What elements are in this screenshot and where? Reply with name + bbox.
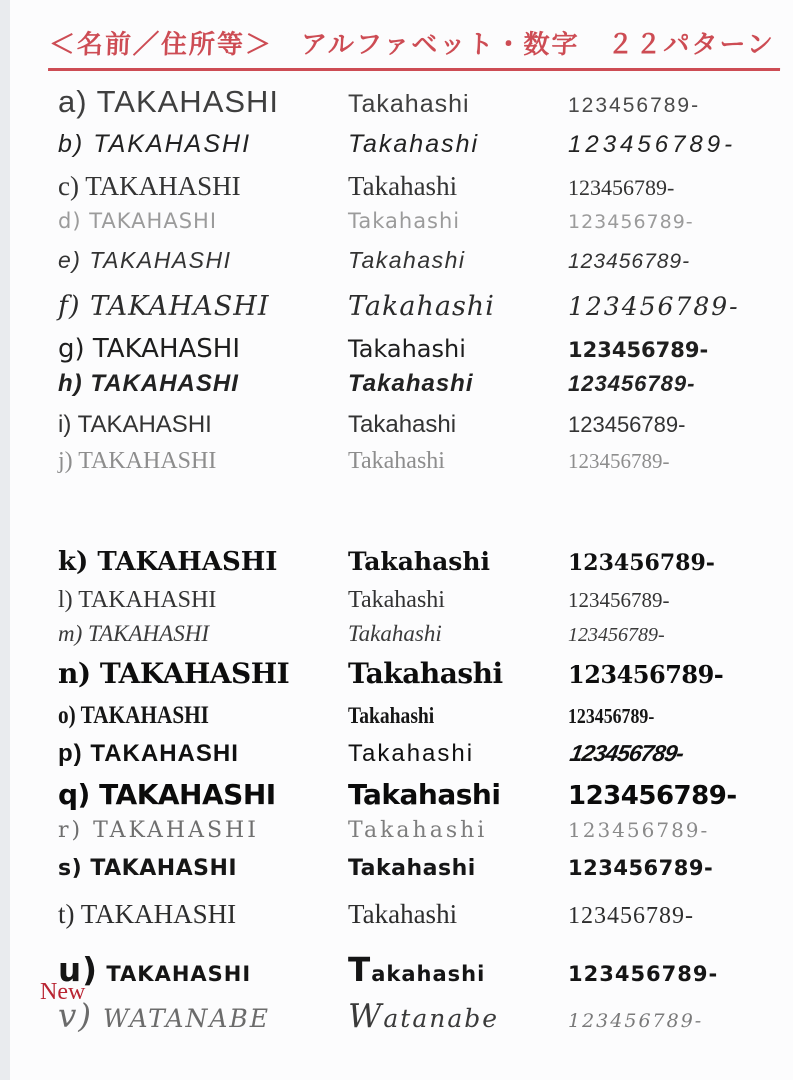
sample-lowercase: Takahashi [348, 335, 466, 363]
row-label: e) [58, 247, 82, 273]
sample-uppercase [58, 131, 348, 159]
sample-lowercase: Takahashi [348, 411, 457, 438]
row-label: g) [58, 334, 85, 364]
sample-lowercase: Takahashi [348, 171, 458, 201]
sample-uppercase [58, 702, 305, 730]
sample-lowercase: Takahashi [348, 547, 491, 576]
sample-uppercase [58, 85, 348, 119]
sample-name: TAKAHASHI [78, 448, 217, 474]
row-label: b) [58, 130, 85, 158]
font-row-i [58, 412, 783, 438]
sample-name: TAKAHASHI [90, 291, 270, 322]
sample-uppercase [58, 953, 348, 989]
sample-numbers: 123456789- [568, 550, 715, 576]
sample-lowercase: Takahashi [348, 587, 445, 613]
sample-numbers: 123456789- [568, 588, 670, 612]
sample-name: TAKAHASHI [93, 818, 259, 843]
sample-numbers: 123456789- [568, 412, 686, 437]
sample-lowercase: Takahashi [348, 657, 503, 690]
font-row-s [58, 857, 783, 881]
sample-uppercase [58, 900, 348, 930]
sample-name: WATANABE [103, 1004, 271, 1033]
row-label: u) [58, 951, 99, 989]
sample-name: TAKAHASHI [90, 856, 238, 881]
row-label: c) [58, 171, 79, 201]
row-label: v) [58, 997, 94, 1035]
font-row-f [58, 292, 783, 322]
sample-numbers: 123456789- [568, 740, 686, 766]
sample-name: TAKAHASHI [90, 370, 239, 397]
row-label: s) [58, 856, 83, 881]
sample-numbers: 123456789- [568, 94, 701, 117]
row-label: h) [58, 370, 83, 397]
sample-lowercase: Takahashi [348, 899, 458, 929]
row-label: j) [58, 448, 73, 474]
sample-numbers: 123456789- [568, 1010, 704, 1032]
sample-name: TAKAHASHI [89, 247, 232, 273]
sample-name: TAKAHASHI [80, 702, 209, 729]
sample-lowercase: Takahashi [348, 370, 474, 397]
font-row-n [58, 659, 783, 690]
sample-uppercase [58, 412, 348, 438]
font-row-m [58, 621, 783, 646]
sample-name: TAKAHASHI [99, 778, 276, 811]
sample-lowercase: Takahashi [348, 130, 480, 158]
font-row-b [58, 131, 783, 159]
font-row-j [58, 448, 783, 474]
sample-numbers: 123456789- [568, 250, 691, 273]
sample-uppercase [58, 335, 348, 364]
sample-lowercase: Takahashi [348, 621, 442, 646]
sample-uppercase [58, 371, 348, 397]
sample-lowercase: Takahashi [348, 90, 470, 118]
row-label: f) [58, 291, 81, 322]
font-row-t [58, 900, 783, 930]
sample-name: TAKAHASHI [99, 657, 290, 690]
sample-lowercase: Takahashi [348, 703, 435, 728]
sample-numbers: 123456789- [568, 338, 709, 362]
font-row-o [58, 702, 783, 730]
sample-name: TAKAHASHI [80, 899, 237, 929]
font-row-u [58, 953, 783, 989]
sample-uppercase [58, 999, 348, 1035]
row-label: q) [58, 778, 90, 811]
row-label: l) [58, 587, 73, 613]
font-row-l [58, 587, 783, 613]
row-label: d) [58, 209, 82, 233]
sample-uppercase [58, 819, 348, 843]
sample-uppercase [58, 292, 348, 322]
font-row-h [58, 371, 783, 397]
sample-lowercase: Takahashi [348, 818, 488, 843]
sample-lowercase: Takahashi [348, 951, 486, 989]
sample-name: TAKAHASHI [78, 587, 217, 613]
font-row-r [58, 819, 783, 843]
sample-numbers: 123456789- [568, 962, 719, 986]
sample-numbers: 123456789- [568, 624, 665, 646]
sample-name: TAKAHASHI [106, 962, 252, 986]
row-label: n) [58, 657, 91, 690]
sample-name: TAKAHASHI [88, 621, 209, 646]
sample-uppercase [58, 210, 348, 233]
row-label: p) [58, 740, 83, 767]
sample-uppercase [58, 448, 348, 474]
sample-lowercase: Takahashi [348, 448, 445, 474]
font-row-k [58, 548, 783, 577]
sample-numbers: 123456789- [568, 371, 696, 396]
sample-numbers: 123456789- [568, 903, 694, 929]
sample-lowercase: Takahashi [348, 209, 461, 233]
sample-lowercase: Takahashi [348, 291, 495, 322]
sample-numbers: 123456789- [568, 211, 694, 233]
font-row-c [58, 172, 783, 202]
sample-lowercase: Takahashi [348, 247, 466, 273]
sample-numbers: 123456789- [568, 131, 737, 158]
sample-numbers: 123456789- [568, 292, 740, 321]
sample-uppercase [58, 248, 348, 273]
sample-uppercase [58, 659, 348, 690]
sample-uppercase [58, 857, 348, 881]
sample-name: TAKAHASHI [97, 547, 278, 577]
sample-name: TAKAHASHI [85, 171, 241, 201]
font-row-d [58, 210, 783, 233]
sample-numbers: 123456789- [568, 449, 670, 473]
sample-name: TAKAHASHI [90, 740, 239, 767]
row-label: i) [58, 411, 72, 438]
row-label: o) [58, 702, 76, 729]
sample-name: TAKAHASHI [92, 334, 241, 364]
sample-uppercase [58, 587, 348, 613]
row-label: k) [58, 547, 89, 577]
new-label: New [40, 979, 86, 1005]
font-row-e [58, 248, 783, 273]
page-edge-strip [0, 0, 10, 1080]
sample-name: TAKAHASHI [89, 209, 218, 233]
sample-uppercase [58, 621, 348, 646]
font-row-g [58, 335, 783, 364]
sample-name: TAKAHASHI [77, 411, 212, 438]
font-row-q [58, 780, 783, 811]
sample-numbers: 123456789- [568, 175, 675, 200]
sample-lowercase: Takahashi [348, 856, 476, 881]
sample-uppercase [58, 780, 348, 811]
sample-uppercase [58, 741, 348, 767]
sample-numbers: 123456789- [568, 660, 724, 689]
row-label: r) [58, 818, 84, 843]
row-label: m) [58, 621, 83, 646]
sample-lowercase: Watanabe [348, 997, 500, 1035]
sample-name: TAKAHASHI [93, 130, 252, 158]
sample-uppercase [58, 172, 348, 202]
sample-uppercase [58, 548, 348, 577]
font-row-p [58, 741, 783, 767]
font-row-a [58, 85, 783, 119]
sample-lowercase: Takahashi [348, 740, 475, 767]
sample-name: TAKAHASHI [96, 84, 280, 119]
sample-numbers: 123456789- [568, 781, 737, 811]
sample-lowercase: Takahashi [348, 778, 501, 811]
page-title: ＜名前／住所等＞ アルファベット・数字 ２２パターン [48, 24, 782, 71]
font-row-v [58, 999, 783, 1035]
sample-numbers: 123456789- [568, 856, 714, 880]
sample-numbers: 123456789- [568, 818, 710, 842]
row-label: t) [58, 899, 75, 929]
row-label: a) [58, 84, 88, 119]
sample-numbers: 123456789- [568, 704, 655, 728]
